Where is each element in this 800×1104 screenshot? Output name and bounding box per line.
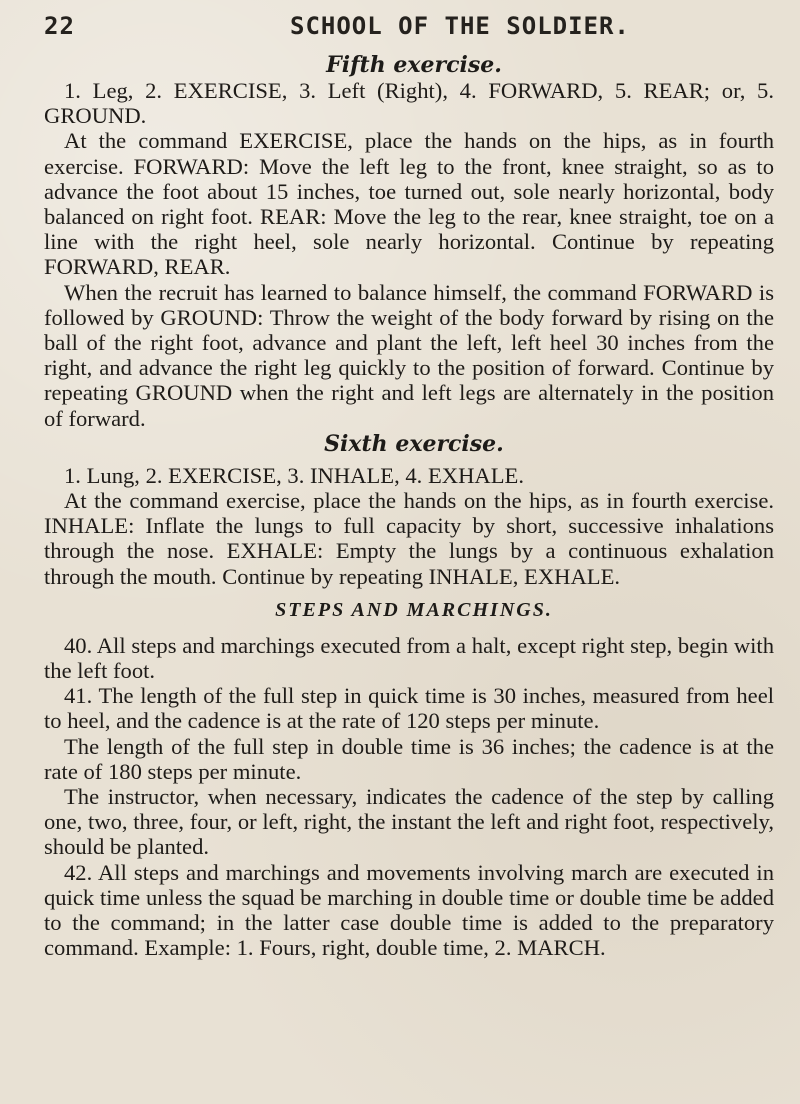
- running-header: [44, 12, 774, 52]
- paragraph-fifth-ground: When the recruit has learned to balance himself, the command FORWARD is followed by GROUND: Throw the weight of the body forward by rising on the ball of the right foot, advance and plant the left, left heel 30 inches from the right, and advance the right leg quickly to the position of forward. Continue by repeating GROUND when the right and left legs are alternately in the position of forward.: [44, 279, 774, 431]
- paragraph-double-time: The length of the full step in double time is 36 inches; the cadence is at the rate of 180 steps per minute.: [44, 733, 774, 784]
- paragraph-42: 42. All steps and marchings and movements involving march are executed in quick time unless the squad be marching in double time or double time be added to the command; in the latter case double time is added to the preparatory command. Example: 1. Fours, right, double time, 2. MARCH.: [44, 859, 774, 961]
- section-heading-fifth-exercise: Fifth exercise.: [326, 52, 502, 78]
- paragraph-sixth-command: 1. Lung, 2. EXERCISE, 3. INHALE, 4. EXHALE.: [64, 462, 524, 488]
- paragraph-fifth-description: At the command EXERCISE, place the hands on the hips, as in fourth exercise. FORWARD: Move the left leg to the front, knee straight, so as to advance the foot about 15 inches, toe turned out, sole nearly horizontal, body balanced on right foot. REAR: Move the leg to the rear, knee straight, toe on a line with the right heel, sole nearly horizontal. Continue by repeating FORWARD, REAR.: [44, 128, 774, 280]
- paragraph-instructor-cadence: The instructor, when necessary, indicates the cadence of the step by calling one, two, three, four, or left, right, the instant the left and right foot, respectively, should be planted.: [44, 784, 774, 860]
- section-heading-sixth-exercise: Sixth exercise.: [324, 430, 504, 457]
- running-title: SCHOOL OF THE SOLDIER.: [290, 12, 630, 40]
- paragraph-40: 40. All steps and marchings executed from a halt, except right step, begin with the left foot.: [44, 632, 774, 684]
- section-heading-steps-and-marchings: STEPS AND MARCHINGS.: [275, 598, 553, 621]
- paragraph-sixth-description: At the command exercise, place the hands on the hips, as in fourth exercise. INHALE: Inflate the lungs to full capacity by short, successive inhalations through the nose. EXHALE: Empty the lungs by a continuous exhalation through the mouth. Continue by repeating INHALE, EXHALE.: [44, 488, 774, 589]
- page-number: 22: [44, 12, 75, 40]
- paragraph-41: 41. The length of the full step in quick time is 30 inches, measured from heel to heel, and the cadence is at the rate of 120 steps per minute.: [44, 683, 774, 734]
- paragraph-fifth-command: 1. Leg, 2. EXERCISE, 3. Left (Right), 4. FORWARD, 5. REAR; or, 5. GROUND.: [44, 78, 774, 129]
